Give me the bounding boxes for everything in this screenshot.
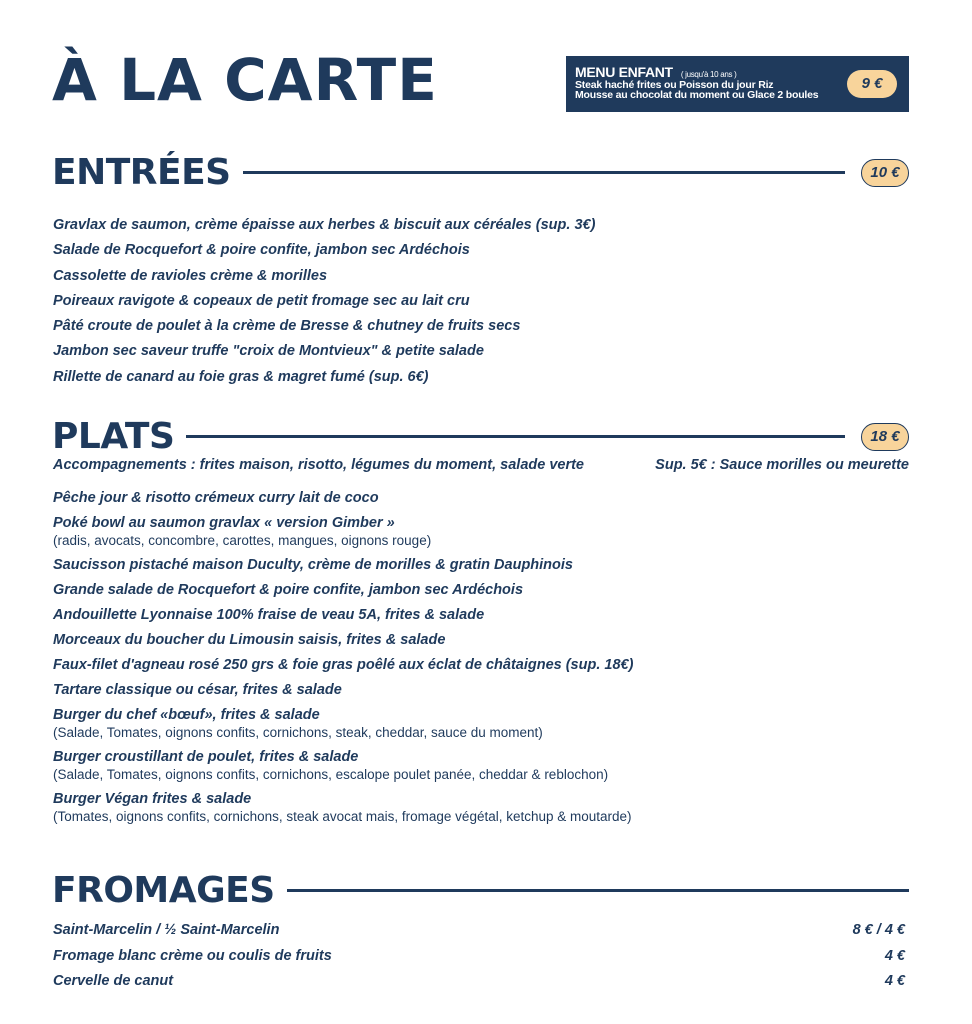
plats-list — [53, 490, 633, 833]
item-name: Poké bowl au saumon gravlax « version Gimber » — [53, 515, 395, 531]
section-price: 18 € — [861, 423, 909, 451]
menu-item — [53, 707, 633, 741]
menu-item — [53, 918, 905, 944]
item-detail: (Tomates, oignons confits, cornichons, steak avocat mais, fromage végétal, ketchup & moutarde) — [53, 809, 632, 824]
menu-item: Salade de Rocquefort & poire confite, jambon sec Ardéchois — [53, 242, 470, 259]
menu-item — [53, 791, 633, 825]
menu-item: Rillette de canard au foie gras & magret fumé (sup. 6€) — [53, 368, 429, 385]
item-name: Cervelle de canut — [53, 973, 174, 989]
kids-menu-price: 9 € — [847, 70, 897, 98]
menu-item — [53, 515, 633, 549]
item-detail: (radis, avocats, concombre, carottes, mangues, oignons rouge) — [53, 533, 432, 548]
item-name: Tartare classique ou césar, frites & salade — [53, 682, 342, 698]
item-name: Fromage blanc crème ou coulis de fruits — [53, 947, 332, 964]
item-detail: (Salade, Tomates, oignons confits, cornichons, steak, cheddar, sauce du moment) — [53, 725, 543, 740]
menu-item — [53, 749, 633, 783]
kids-menu-title: MENU ENFANT — [575, 64, 673, 80]
item-price: 4 € — [884, 947, 905, 964]
section-header-plats — [52, 416, 909, 457]
item-price: 8 € / 4 € — [852, 922, 905, 938]
menu-item — [53, 944, 905, 970]
item-name: Pêche jour & risotto crémeux curry lait de coco — [53, 490, 379, 506]
menu-item — [53, 582, 633, 599]
menu-item — [53, 657, 633, 674]
fromages-list — [53, 918, 905, 995]
item-name: Faux-filet d'agneau rosé 250 grs & foie gras poêlé aux éclat de châtaignes (sup. 18€) — [53, 657, 634, 673]
kids-menu-line: Mousse au chocolat du moment ou Glace 2 boules — [575, 89, 819, 101]
item-name: Grande salade de Rocquefort & poire confite, jambon sec Ardéchois — [53, 582, 524, 598]
menu-item: Jambon sec saveur truffe "croix de Montvieux" & petite salade — [53, 343, 484, 360]
kids-menu-box — [566, 56, 909, 112]
item-detail: (Salade, Tomates, oignons confits, cornichons, escalope poulet panée, cheddar & reblochon) — [53, 767, 609, 782]
menu-item: Cassolette de ravioles crème & morilles — [53, 267, 328, 284]
menu-item: Poireaux ravigote & copeaux de petit fromage sec au lait cru — [53, 292, 470, 309]
accompaniments-row — [53, 457, 909, 473]
menu-item — [53, 632, 633, 649]
supplement: Sup. 5€ : Sauce morilles ou meurette — [655, 457, 909, 473]
menu-item — [53, 969, 905, 995]
section-price: 10 € — [861, 159, 909, 187]
section-header-fromages — [52, 870, 909, 911]
menu-item — [53, 490, 633, 507]
divider — [186, 435, 845, 438]
menu-item — [53, 557, 633, 574]
item-price: 4 € — [884, 973, 905, 989]
section-title: PLATS — [52, 416, 175, 457]
divider — [243, 171, 845, 174]
section-title: FROMAGES — [52, 870, 275, 911]
accompaniments: Accompagnements : frites maison, risotto, légumes du moment, salade verte — [53, 457, 584, 473]
item-name: Andouillette Lyonnaise 100% fraise de veau 5A, frites & salade — [53, 607, 485, 623]
item-name: Burger du chef «bœuf», frites & salade — [53, 707, 320, 723]
kids-menu-age: ( jusqu'à 10 ans ) — [680, 70, 737, 79]
menu-item — [53, 607, 633, 624]
section-title: ENTRÉES — [52, 152, 231, 193]
entrees-list — [53, 213, 595, 390]
item-name: Burger croustillant de poulet, frites & salade — [53, 749, 359, 765]
section-header-entrees — [52, 152, 909, 193]
item-name: Burger Végan frites & salade — [53, 791, 252, 807]
menu-item: Gravlax de saumon, crème épaisse aux herbes & biscuit aux céréales (sup. 3€) — [53, 217, 596, 233]
divider — [287, 889, 909, 892]
page-title: À LA CARTE — [52, 46, 438, 114]
item-name: Saint-Marcelin / ½ Saint-Marcelin — [53, 922, 280, 938]
menu-item — [53, 682, 633, 699]
menu-item: Pâté croute de poulet à la crème de Bresse & chutney de fruits secs — [53, 318, 521, 335]
kids-menu-line: Steak haché frites ou Poisson du jour Riz — [575, 79, 774, 91]
item-name: Saucisson pistaché maison Duculty, crème de morilles & gratin Dauphinois — [53, 557, 573, 573]
item-name: Morceaux du boucher du Limousin saisis, frites & salade — [53, 632, 446, 648]
